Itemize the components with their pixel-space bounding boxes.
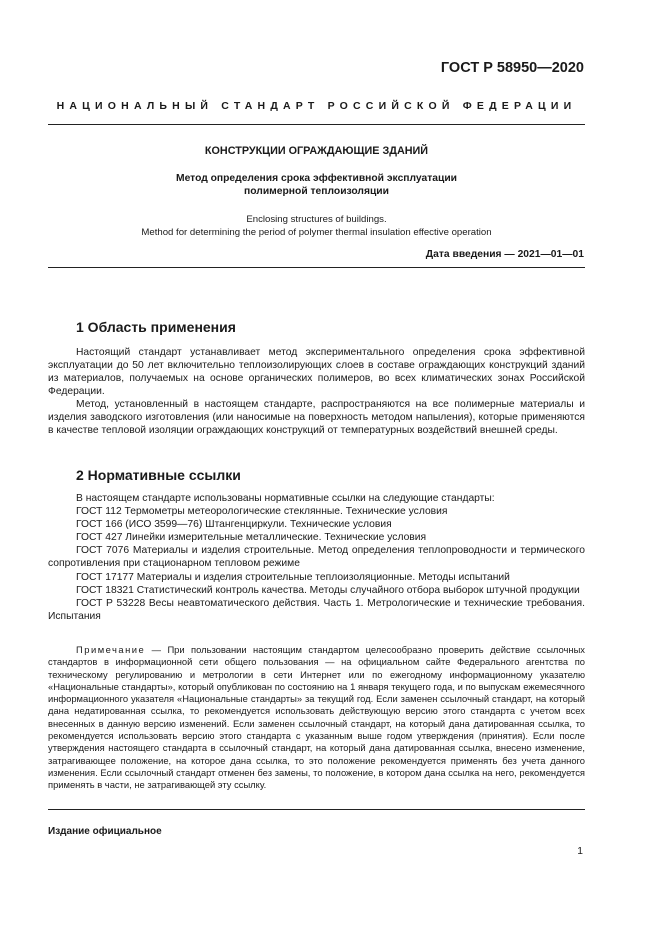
reference-item: ГОСТ 166 (ИСО 3599—76) Штангенциркули. Технические условия <box>76 519 392 531</box>
english-title-line-1: Enclosing structures of buildings. <box>246 214 387 225</box>
date-divider <box>48 267 585 268</box>
section-1-heading: 1 Область применения <box>76 319 236 335</box>
reference-item: ГОСТ 427 Линейки измерительные металлические. Технические условия <box>76 532 427 544</box>
gost-number: ГОСТ Р 58950—2020 <box>440 60 584 76</box>
references-note <box>48 644 585 792</box>
reference-item: ГОСТ 112 Термометры метеорологические стеклянные. Технические условия <box>76 506 448 518</box>
normative-references-list <box>48 492 585 623</box>
national-standard-banner: НАЦИОНАЛЬНЫЙ СТАНДАРТ РОССИЙСКОЙ ФЕДЕРАЦИИ <box>56 100 577 112</box>
note-label: Примечание <box>76 644 146 655</box>
subtitle-line-2: полимерной теплоизоляции <box>244 186 389 197</box>
document-title: КОНСТРУКЦИИ ОГРАЖДАЮЩИЕ ЗДАНИЙ <box>204 145 429 157</box>
document-subtitle <box>48 172 585 198</box>
english-title-line-2: Method for determining the period of polymer thermal insulation effective operation <box>141 226 492 238</box>
page-number: 1 <box>577 846 583 857</box>
reference-item: ГОСТ 7076 Материалы и изделия строительные. Метод определения теплопроводности и термического сопротивления при стационарном тепловом режиме <box>48 545 585 570</box>
section-1-paragraph-2: Метод, установленный в настоящем стандарте, распространяются на все полимерные материалы и изделия заводского изготовления (или наносимые на поверхность методом напыления), которые применяются в качестве тепловой изоляции ограждающих конструкций от температурных воздействий внешней среды. <box>48 399 585 437</box>
footer-divider <box>48 809 585 810</box>
introduction-date: Дата введения — 2021—01—01 <box>425 249 584 260</box>
references-intro: В настоящем стандарте использованы нормативные ссылки на следующие стандарты: <box>76 493 495 504</box>
subtitle-line-1: Метод определения срока эффективной эксплуатации <box>176 173 457 184</box>
header-divider <box>48 124 585 125</box>
note-text: — При пользовании настоящим стандартом целесообразно проверить действие ссылочных стандартов в информационной сети общего пользования — на официальном сайте Федерального агентства по техническому регулированию и метрологии в сети Интернет или по ежегодному информационному указателю «Национальные стандарты», который опубликован по состоянию на 1 января текущего года, и по выпускам ежемесячного информационного указателя «Национальные стандарты» за текущий год. Если заменен ссылочный стандарт, на который дана недатированная ссылка, то рекомендуется использовать действующую версию этого стандарта с учетом всех внесенных в данную версию изменений. Если заменен ссылочный стандарт, на который дана датированная ссылка, то рекомендуется использовать версию этого стандарта с указанным выше годом утверждения (принятия). Если после утверждения настоящего стандарта в ссылочный стандарт, на который дана датированная ссылка, внесено изменение, затрагивающее положение, на которое дана ссылка, то это положение рекомендуется применять без учета данного изменения. Если ссылочный стандарт отменен без замены, то положение, в котором дана ссылка на него, рекомендуется применять в части, не затрагивающей эту ссылку. <box>48 644 585 791</box>
reference-item: ГОСТ 18321 Статистический контроль качества. Методы случайного отбора выборок штучной продукции <box>76 584 580 596</box>
english-title <box>48 214 585 239</box>
section-1-paragraph-1: Настоящий стандарт устанавливает метод экспериментального определения срока эффективной эксплуатации до 50 лет включительно теплоизолирующих слоев в составе ограждающих конструкций зданий из материалов, получаемых на основе органических полимеров, во всех климатических зонах Российской Федерации. <box>48 347 585 398</box>
official-edition-label: Издание официальное <box>48 826 162 837</box>
reference-item: ГОСТ 17177 Материалы и изделия строительные теплоизоляционные. Методы испытаний <box>76 571 510 583</box>
reference-item: ГОСТ Р 53228 Весы неавтоматического действия. Часть 1. Метрологические и технические требования. Испытания <box>48 597 585 622</box>
section-2-heading: 2 Нормативные ссылки <box>76 467 241 483</box>
